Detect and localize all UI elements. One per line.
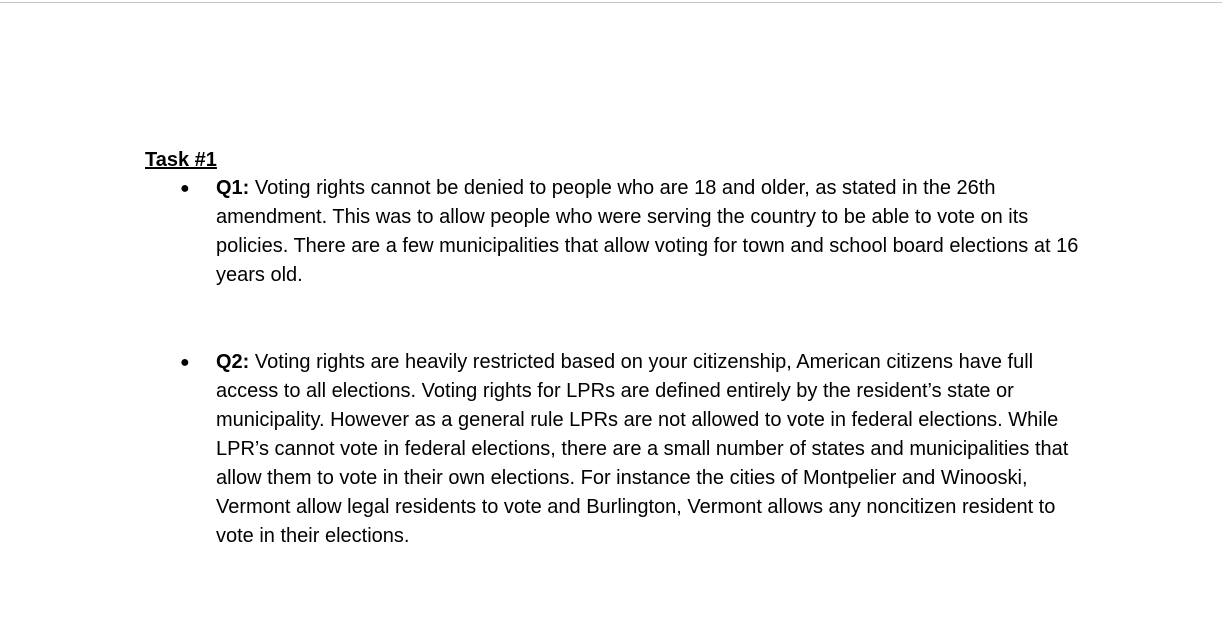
list-item-q1 (145, 174, 1080, 290)
bullet-icon: ● (180, 354, 190, 371)
task-heading: Task #1 (145, 149, 217, 171)
bullet-icon: ● (180, 180, 190, 197)
answer-text: Voting rights cannot be denied to people who are 18 and older, as stated in the 26th amendment. This was to allow people who were serving the country to be able to vote on its policies. There are a few municipalities that allow voting for town and school board elections at 16 years old. (216, 177, 1079, 286)
page-top-border (0, 2, 1222, 3)
document-body (145, 146, 1085, 551)
list-item-q2 (145, 348, 1080, 551)
question-list (145, 174, 1085, 551)
question-label: Q1: (216, 177, 250, 199)
answer-text: Voting rights are heavily restricted based on your citizenship, American citizens have full access to all elections. Voting rights for LPRs are defined entirely by the resident’s state or municipality. However as a general rule LPRs are not allowed to vote in federal elections. While LPR’s cannot vote in federal elections, there are a small number of states and municipalities that allow them to vote in their own elections. For instance the cities of Montpelier and Winooski, Vermont allow legal residents to vote and Burlington, Vermont allows any noncitizen resident to vote in their elections. (216, 351, 1069, 547)
question-label: Q2: (216, 351, 250, 373)
